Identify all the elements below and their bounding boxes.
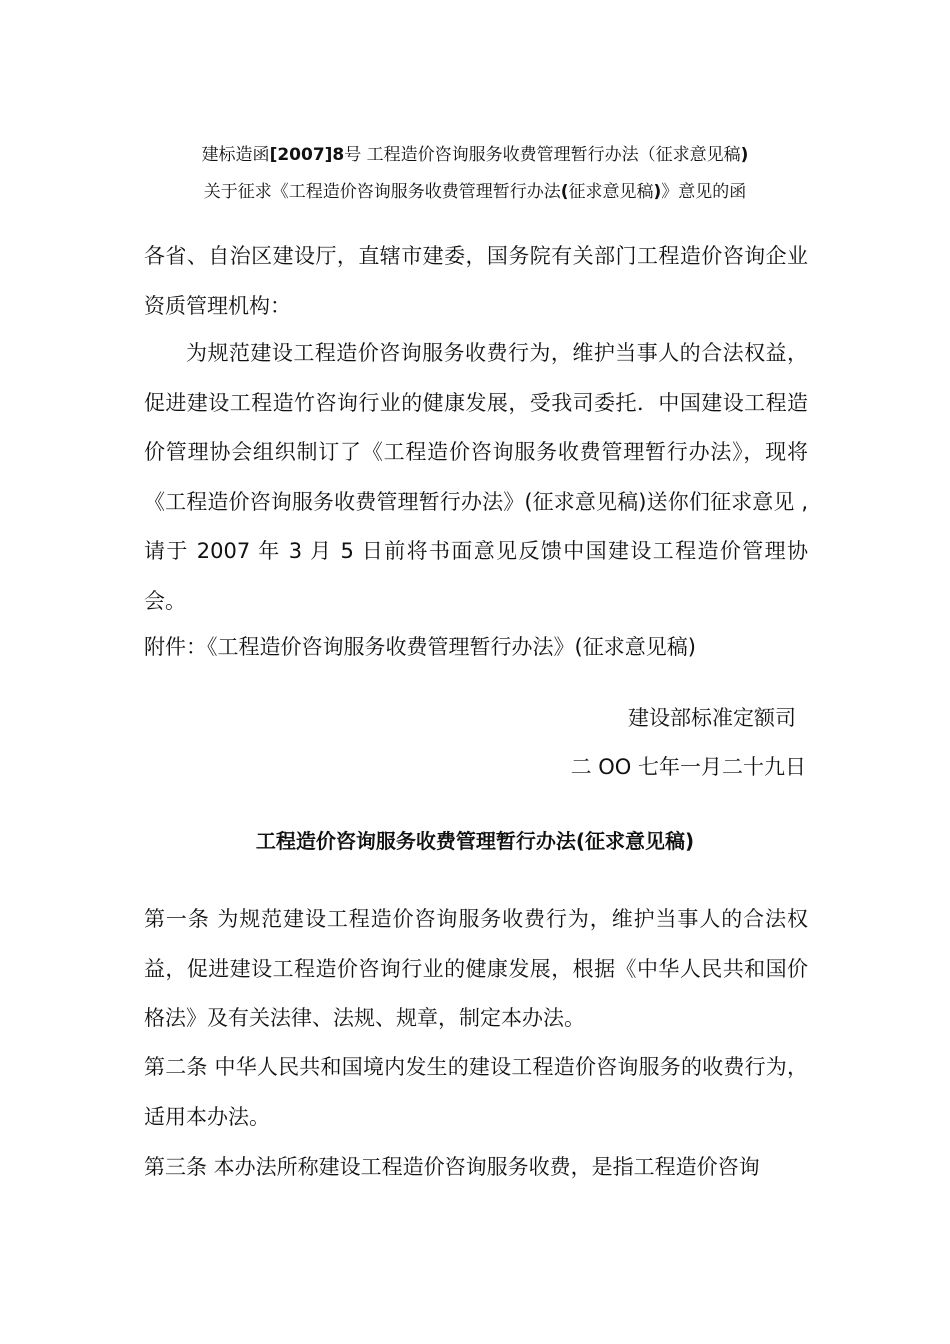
document-title: 工程造价咨询服务收费管理暂行办法(征求意见稿) [255,829,695,853]
article-1: 第一条 为规范建设工程造价咨询服务收费行为，维护当事人的合法权益，促进建设工程造价咨询行业的健康发展，根据《中华人民共和国价格法》及有关法律、法规、规章，制定本办法。 [144,907,808,1030]
subject-open-paren: ( [560,182,569,202]
reference-close-paren: ) [740,145,749,165]
subject-part: 关于征求《工程造价咨询服务收费管理暂行办法 [203,182,561,202]
document-reference-line [0,143,950,167]
letter-salutation: 各省、自治区建设厅，直辖市建委，国务院有关部门工程造价咨询企业资质管理机构： [144,244,808,318]
reference-prefix: 建标造函 [201,145,270,165]
issuer-signature: 建设部标准定额司 [628,706,796,730]
article-3: 第三条 本办法所称建设工程造价咨询服务收费，是指工程造价咨询 [144,1155,760,1179]
attachment-note: 附件：《工程造价咨询服务收费管理暂行办法》(征求意见稿) [144,635,696,659]
reference-number: [2007]8 [269,145,345,165]
reference-title: 号 工程造价咨询服务收费管理暂行办法（征求意见稿 [344,145,741,165]
subject-close-paren: ) [653,182,662,202]
letter-body-paragraph: 为规范建设工程造价咨询服务收费行为，维护当事人的合法权益，促进建设工程造竹咨询行业的健康发展，受我司委托．中国建设工程造价管理协会组织制订了《工程造价咨询服务收费管理暂行办法》，现将《工程造价咨询服务收费管理暂行办法》(征求意见稿)送你们征求意见 ,请于 2007 年 3 月 5 日前将书面意见反馈中国建设工程造价管理协会。 [144,341,808,613]
letter-subject-line [0,180,950,204]
subject-part: 征求意见稿 [568,182,654,202]
letter-date: 二 OO 七年一月二十九日 [570,755,806,779]
article-2: 第二条 中华人民共和国境内发生的建设工程造价咨询服务的收费行为，适用本办法。 [144,1055,808,1129]
subject-part: 》意见的函 [661,182,747,202]
